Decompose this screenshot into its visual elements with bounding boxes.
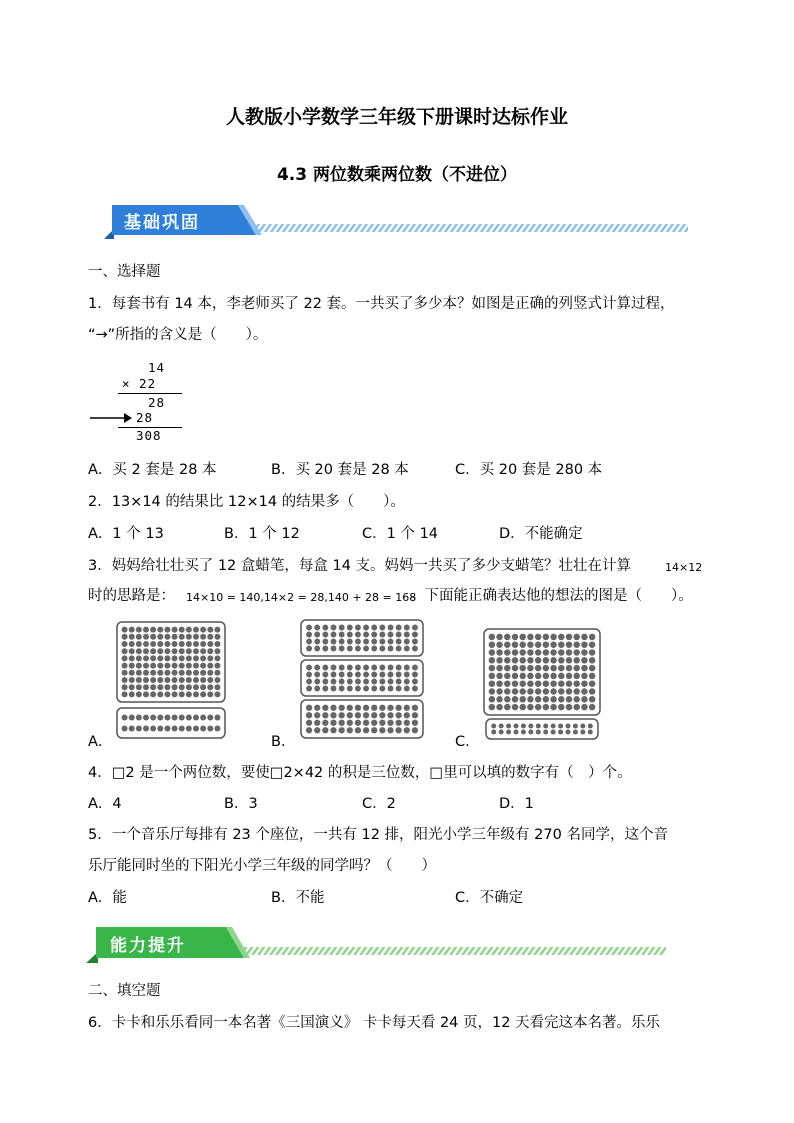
figure-c-block-10-rows [484,629,600,715]
q2-option-b[interactable]: B．1 个 12 [224,526,300,542]
figure-a-block-2-rows [117,708,225,738]
q3-option-b[interactable]: B． [271,734,296,750]
q5-text-line2: 乐厅能同时坐的下阳光小学三年级的同学吗？（ ） [88,858,436,874]
q1-text-line2: “→”所指的含义是（ ）。 [88,327,268,343]
q3-inline-math-1: 14×12 [665,561,703,574]
q1-vertical-calculation [88,360,198,444]
q3-option-c[interactable]: C． [455,734,480,750]
q2-option-a[interactable]: A．1 个 13 [88,526,164,542]
q4-option-d[interactable]: D．1 [499,796,534,812]
q5-option-b[interactable]: B．不能 [271,890,325,906]
q3-figure-a [115,620,227,744]
figure-b-block-1 [301,620,423,656]
q4-option-b[interactable]: B．3 [224,796,258,812]
section-banner-advanced [86,925,670,963]
page-title: 人教版小学数学三年级下册课时达标作业 [225,106,568,128]
q3-text-line2a: 时的思路是： [88,588,175,604]
q3-option-a[interactable]: A． [88,734,113,750]
q2-option-d[interactable]: D．不能确定 [499,526,583,542]
q4-text: 4．□2 是一个两位数，要使□2×42 的积是三位数，□里可以填的数字有（ ）个。 [88,765,632,781]
calc-multiplier: × 22 [122,376,157,391]
q5-option-c[interactable]: C．不确定 [455,890,524,906]
q1-text-line1: 1．每套书有 14 本，李老师买了 22 套。一共买了多少本？如图是正确的列竖式计算过程， [88,296,675,312]
q1-option-b[interactable]: B．买 20 套是 28 本 [271,462,409,478]
figure-a-block-10-rows [117,622,225,702]
q3-text-line1: 3．妈妈给壮壮买了 12 盒蜡笔，每盒 14 支。妈妈一共买了多少支蜡笔？壮壮在计算 [88,558,632,574]
q6-text-line1: 6．卡卡和乐乐看同一本名著《三国演义》 卡卡每天看 24 页，12 天看完这本名著。乐乐 [88,1015,661,1031]
figure-b-block-2 [301,660,423,696]
figure-c-block-2-rows [486,719,598,739]
q4-option-c[interactable]: C．2 [362,796,396,812]
q3-inline-math-2: 14×10 = 140,14×2 = 28,140 + 28 = 168 [186,591,417,604]
q3-figure-c [482,627,602,743]
calc-partial-1: 28 [148,395,166,410]
page-subtitle: 4.3 两位数乘两位数（不进位） [276,165,518,185]
calc-multiplicand: 14 [148,360,166,375]
calc-line-1 [118,393,182,394]
q2-option-c[interactable]: C．1 个 14 [362,526,439,542]
calc-result: 308 [136,428,162,443]
part1-heading: 一、选择题 [88,264,161,280]
banner-basic-label: 基础巩固 [124,213,200,233]
q3-text-line2b: 。下面能正确表达他的想法的图是（ ）。 [410,588,693,604]
calc-partial-2: 28 [136,410,154,425]
q5-text-line1: 5．一个音乐厅每排有 23 个座位，一共有 12 排，阳光小学三年级有 270 名同学，这个音 [88,827,668,843]
q1-option-c[interactable]: C．买 20 套是 280 本 [455,462,603,478]
q5-option-a[interactable]: A．能 [88,890,127,906]
section-banner-basic [104,203,688,239]
banner-advanced-label: 能力提升 [110,936,186,956]
q3-figure-b [299,618,427,742]
q2-text: 2．13×14 的结果比 12×14 的结果多（ ）。 [88,494,405,510]
q4-option-a[interactable]: A．4 [88,796,122,812]
arrow-icon [90,412,132,424]
part2-heading: 二、填空题 [88,983,161,999]
q1-option-a[interactable]: A．买 2 套是 28 本 [88,462,217,478]
